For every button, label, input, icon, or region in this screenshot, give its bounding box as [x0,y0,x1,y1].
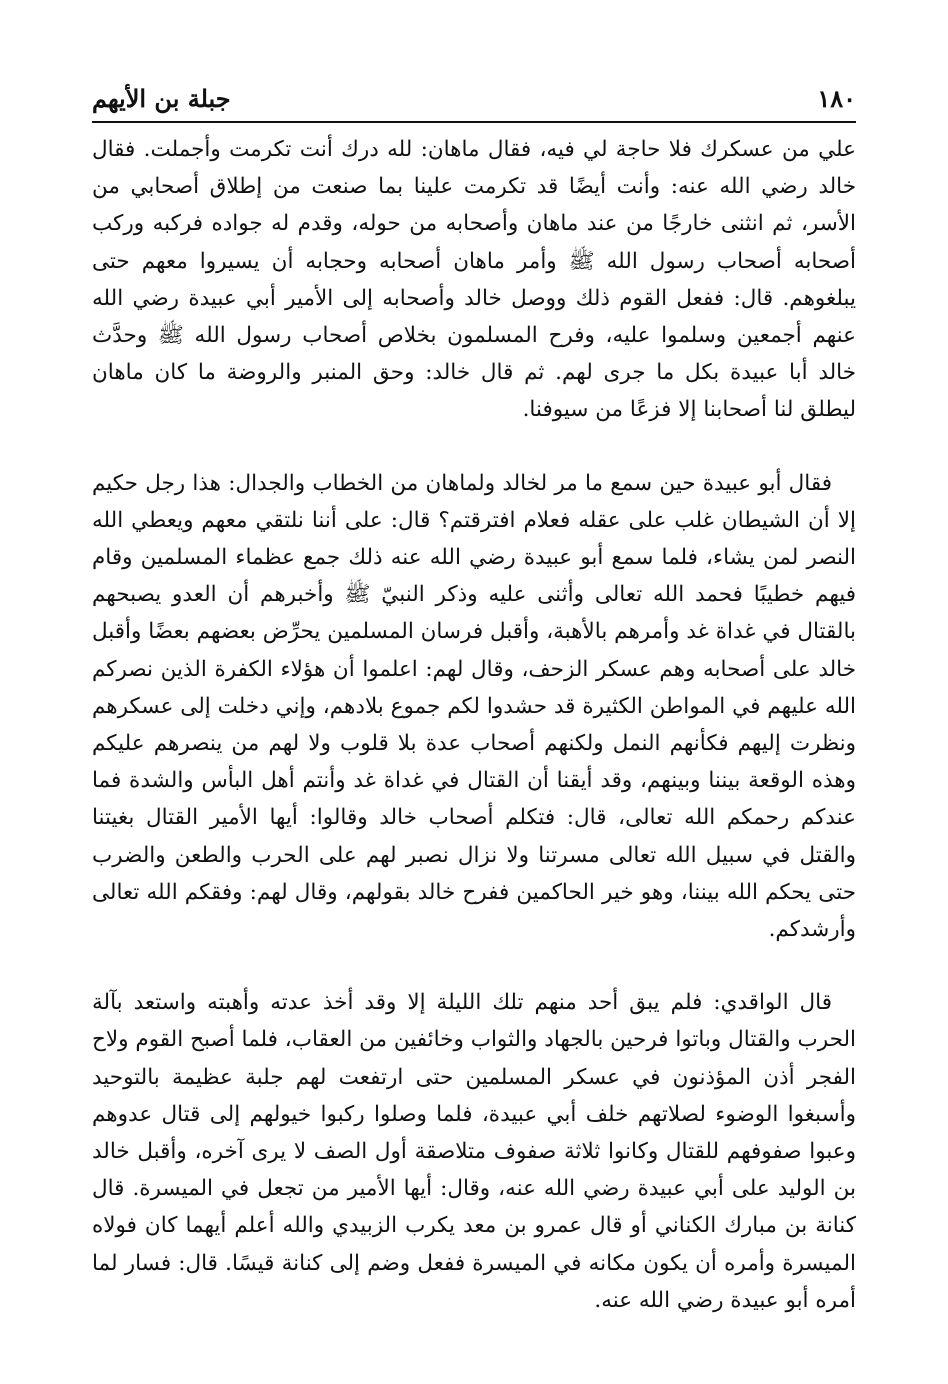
page-number: ١٨٠ [817,84,856,113]
page-body [92,131,856,1319]
header-divider [92,121,856,123]
paragraph-2: فقال أبو عبيدة حين سمع ما مر لخالد ولماهان من الخطاب والجدال: هذا رجل حكيم إلا أن الشيطان غلب على عقله فعلام افترقتم؟ قال: على أننا نلتقي معهم ويعطي الله النصر لمن يشاء، فلما سمع أبو عبيدة رضي الله عنه ذلك جمع عظماء المسلمين وقام فيهم خطيبًا فحمد الله تعالى وأثنى عليه وذكر النبيّ ﷺ وأخبرهم أن العدو يصبحهم بالقتال في غداة غد وأمرهم بالأهبة، وأقبل فرسان المسلمين يحرِّض بعضهم بعضًا وأقبل خالد على أصحابه وهم عسكر الزحف، وقال لهم: اعلموا أن هؤلاء الكفرة الذين نصركم الله عليهم في المواطن الكثيرة قد حشدوا لكم جموع بلادهم، وإني دخلت إلى عسكرهم ونظرت إليهم فكأنهم النمل ولكنهم أصحاب عدة بلا قلوب ولا لهم من ينصرهم عليكم وهذه الوقعة بيننا وبينهم، وقد أيقنا أن القتال في غداة غد وأنتم أهل البأس والشدة فما عندكم رحمكم الله تعالى، قال: فتكلم أصحاب خالد وقالوا: أيها الأمير القتال بغيتنا والقتل في سبيل الله تعالى مسرتنا ولا نزال نصبر لهم على الحرب والطعن والضرب حتى يحكم الله بيننا، وهو خير الحاكمين ففرح خالد بقولهم، وقال لهم: وفقكم الله تعالى وأرشدكم. [92,470,856,943]
page-header [92,80,856,120]
paragraph-1: علي من عسكرك فلا حاجة لي فيه، فقال ماهان: لله درك أنت تكرمت وأجملت. فقال خالد رضي الله عنه: وأنت أيضًا قد تكرمت علينا بما صنعت من إطلاق أصحابي من الأسر، ثم انثنى خارجًا من عند ماهان وأصحابه من حوله، وقدم له جواده فركبه وركب أصحابه أصحاب رسول الله ﷺ وأمر ماهان أصحابه وحجابه أن يسيروا معهم حتى يبلغوهم. قال: ففعل القوم ذلك ووصل خالد وأصحابه إلى الأمير أبي عبيدة رضي الله عنهم أجمعين وسلموا عليه، وفرح المسلمون بخلاص أصحاب رسول الله ﷺ وحدَّث خالد أبا عبيدة بكل ما جرى لهم. ثم قال خالد: وحق المنبر والروضة ما كان ماهان ليطلق لنا أصحابنا إلا فزعًا من سيوفنا. [92,137,856,423]
paragraph-3: قال الواقدي: فلم يبق أحد منهم تلك الليلة إلا وقد أخذ عدته وأهبته واستعد بآلة الحرب والقتال وباتوا فرحين بالجهاد والثواب وخائفين من العقاب، فلما أصبح القوم ولاح الفجر أذن المؤذنون في عسكر المسلمين حتى ارتفعت لهم جلبة عظيمة بالتوحيد وأسبغوا الوضوء لصلاتهم خلف أبي عبيدة، فلما وصلوا ركبوا خيولهم إلى قتال عدوهم وعبوا صفوفهم للقتال وكانوا ثلاثة صفوف متلاصقة أول الصف لا يرى آخره، وأقبل خالد بن الوليد على أبي عبيدة رضي الله عنه، وقال: أيها الأمير من تجعل في الميسرة. قال كنانة بن مبارك الكناني أو قال عمرو بن معد يكرب الزبيدي والله أعلم أيهما كان فولاه الميسرة وأمره أن يكون مكانه في الميسرة ففعل وضم إلى كنانة قيسًا. قال: فسار لما أمره أبو عبيدة رضي الله عنه. [92,990,856,1313]
running-title: جبلة بن الأيهم [92,84,231,113]
